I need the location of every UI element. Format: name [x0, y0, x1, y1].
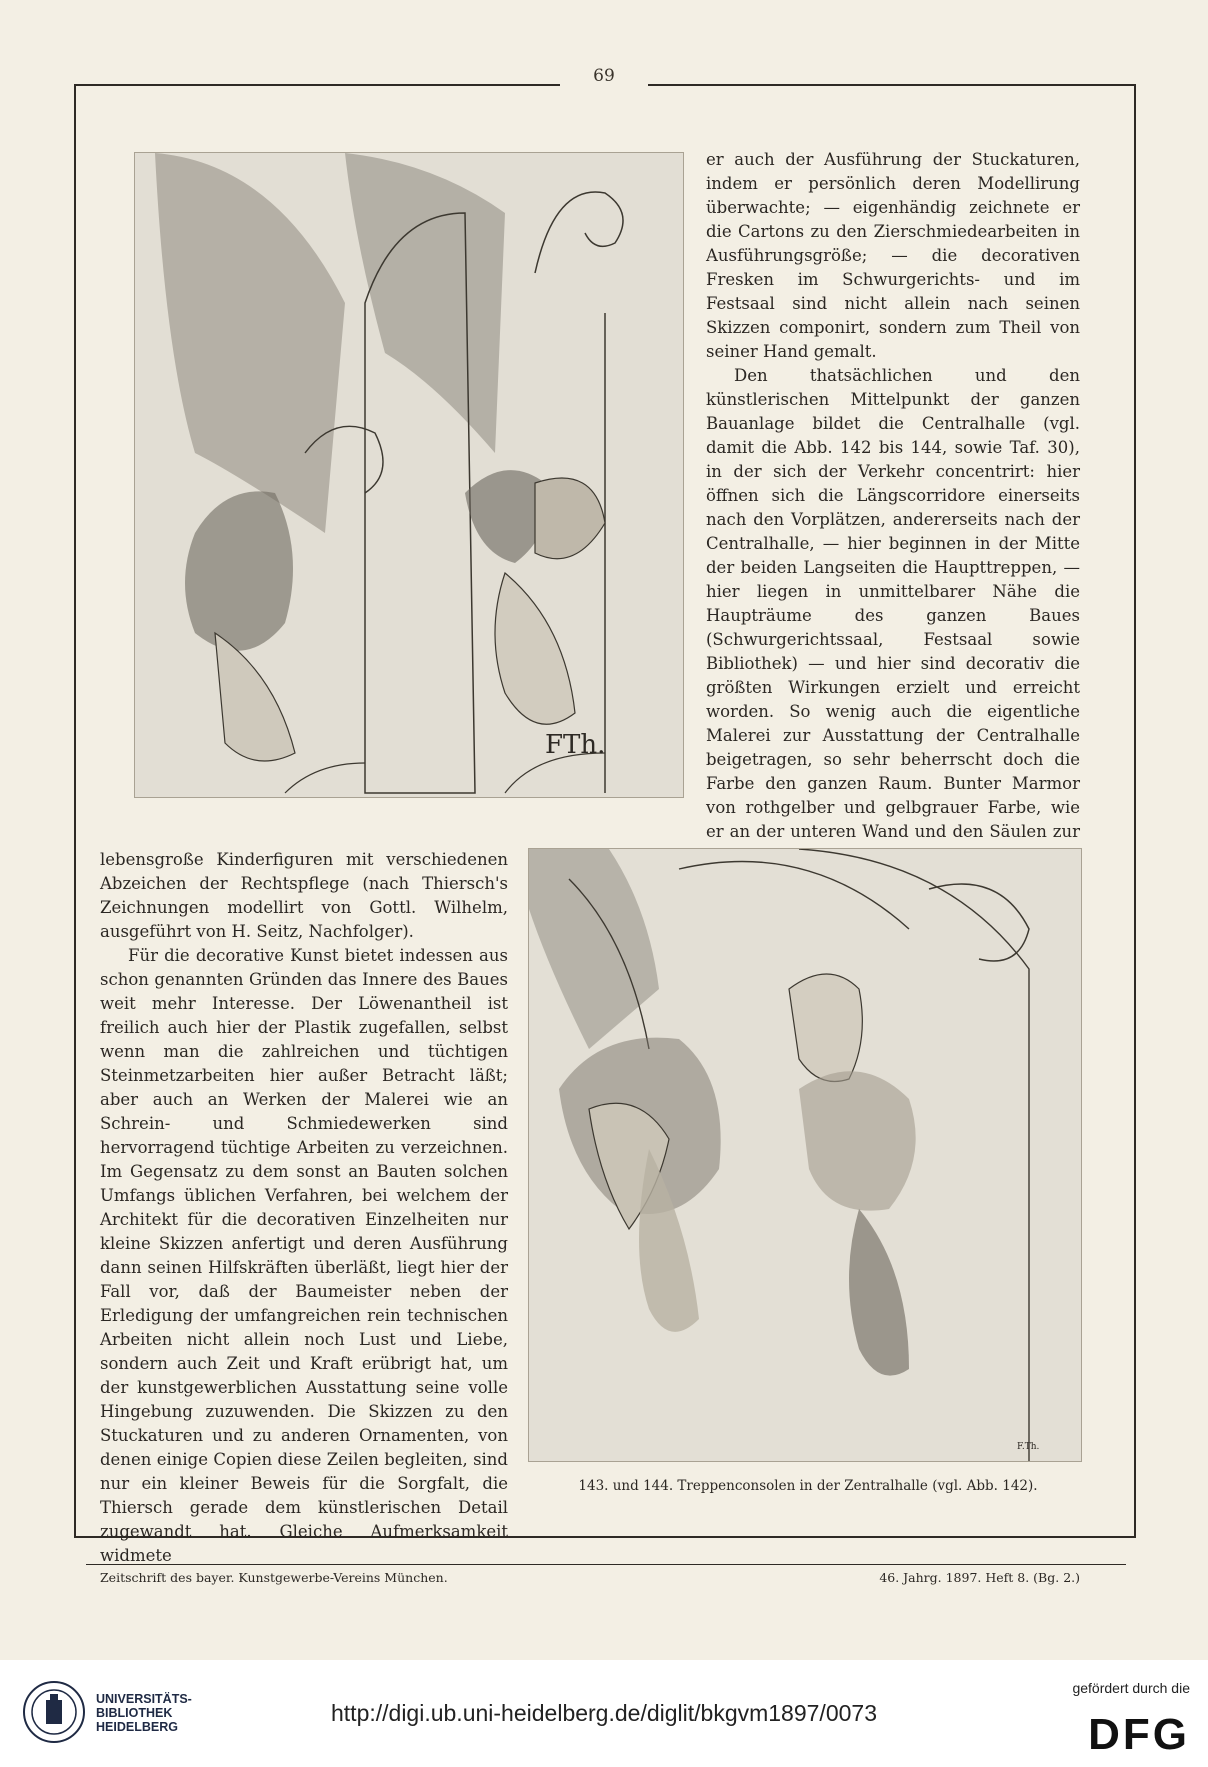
issue-info: 46. Jahrg. 1897. Heft 8. (Bg. 2.)	[879, 1570, 1080, 1585]
paragraph: Den thatsächlichen und den künstlerischen Mittelpunkt der ganzen Bauanlage bildet die Centralhalle (vgl. damit die Abb. 142 bis 144, sowie Taf. 30), in der sich der Verkehr concentrirt: hier öffnen sich die Längscorridore einerseits nach den Vorplätzen, andererseits nach der Centralhalle, — hier beginnen in der Mitte der beiden Langseiten die Haupttreppen, — hier liegen in unmittelbarer Nähe die Haupträume des ganzen Baues (Schwurgerichtssaal, Festsaal sowie Bibliothek) — und hier sind decorativ die größten Wirkungen erzielt und erreicht worden. So wenig auch die eigentliche Malerei zur Ausstattung der Centralhalle beigetragen, so sehr beherrscht doch die Farbe den ganzen Raum. Bunter Marmor von rothgelber und gelbgrauer Farbe, wie er an der unteren Wand und den Säulen zur	[706, 366, 1080, 841]
consoles-drawing-bottom	[529, 849, 1081, 1461]
source-url-link[interactable]: http://digi.ub.uni-heidelberg.de/diglit/bkgvm1897/0073	[331, 1700, 877, 1726]
right-column-text	[706, 148, 1080, 916]
signature-bottom: F.Th.	[1017, 1442, 1040, 1452]
figure-top-consoles	[134, 152, 684, 798]
library-name-line1: UNIVERSITÄTS-	[96, 1692, 192, 1706]
figure-caption: 143. und 144. Treppenconsolen in der Zentralhalle (vgl. Abb. 142).	[578, 1478, 1038, 1494]
consoles-drawing-top	[135, 153, 683, 797]
left-column-text	[100, 848, 508, 1568]
figure-bottom-consoles	[528, 848, 1082, 1462]
footer-rule	[86, 1564, 1126, 1565]
paragraph: lebensgroße Kinderfiguren mit verschiedenen Abzeichen der Rechtspflege (nach Thiersch's Zeichnungen modellirt von Gottl. Wilhelm, ausgeführt von H. Seitz, Nachfolger).	[100, 850, 508, 941]
signature-top: FTh.	[545, 730, 606, 760]
paragraph: Für die decorative Kunst bietet indessen aus schon genannten Gründen das Innere des Baues weit mehr Interesse. Der Löwenantheil ist freilich auch hier der Plastik zugefallen, selbst wenn man die zahlreichen und tüchtigen Steinmetzarbeiten hier außer Betracht läßt; aber auch an Werken der Malerei wie an Schrein- und Schmiedewerken sind hervorragend tüchtige Arbeiten zu verzeichnen. Im Gegensatz zu dem sonst an Bauten solchen Umfangs üblichen Verfahren, bei welchem der Architekt für die decorativen Einzelheiten nur kleine Skizzen anfertigt und deren Ausführung dann seinen Hilfskräften überläßt, liegt hier der Fall vor, daß der Baumeister neben der Erledigung der umfangreichen rein technischen Arbeiten nicht allein noch Lust und Liebe, sondern auch Zeit und Kraft erübrigt hat, um der kunstgewerblichen Ausstattung seine volle Hingebung zuzuwenden. Die Skizzen zu den Stuckaturen und zu anderen Ornamenten, von denen einige Copien diese Zeilen begleiten, sind nur ein kleiner Beweis für die Sorgfalt, die Thiersch gerade dem künstlerischen Detail zugewandt hat. Gleiche Aufmerksamkeit widmete	[100, 946, 508, 1565]
library-name-line3: HEIDELBERG	[96, 1720, 178, 1734]
library-name-line2: BIBLIOTHEK	[96, 1706, 173, 1720]
paragraph: er auch der Ausführung der Stuckaturen, indem er persönlich deren Modellirung überwachte; — eigenhändig zeichnete er die Cartons zu den Zierschmiedearbeiten in Ausführungsgröße; — die decorativen Fresken im Schwurgerichts- und im Festsaal sind nicht allein nach seinen Skizzen componirt, sondern zum Theil von seiner Hand gemalt.	[706, 150, 1080, 361]
page-number: 69	[560, 66, 648, 86]
dfg-logo[interactable]: DFG	[1088, 1710, 1190, 1759]
funding-label: gefördert durch die	[1072, 1680, 1190, 1696]
journal-title: Zeitschrift des bayer. Kunstgewerbe-Vereins München.	[100, 1570, 448, 1585]
